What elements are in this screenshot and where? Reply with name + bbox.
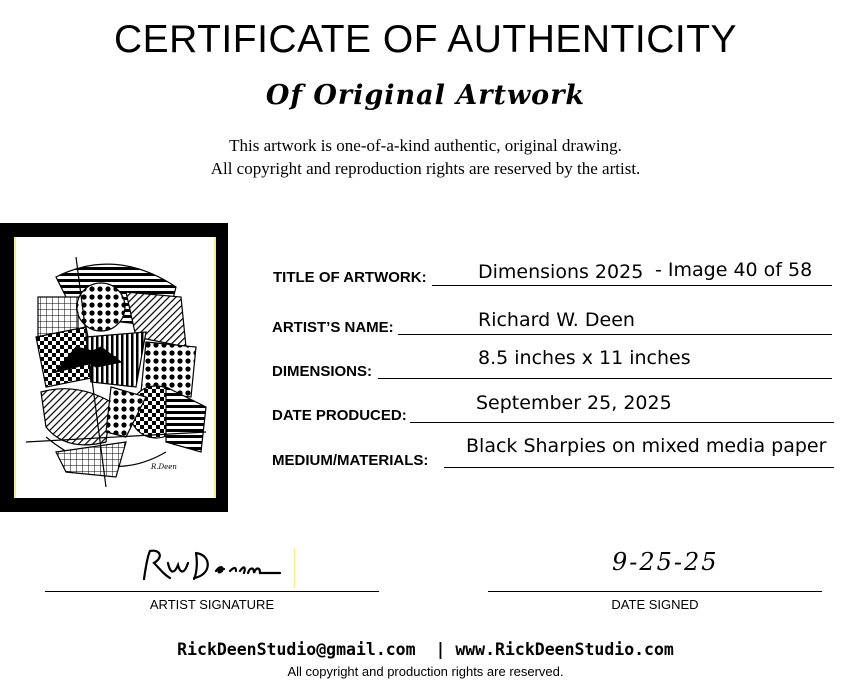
artist-signature-caption: ARTIST SIGNATURE (149, 597, 275, 612)
medium-value: Black Sharpies on mixed media paper (466, 435, 827, 457)
intro-line-2: All copyright and reproduction rights are reserved by the artist. (210, 159, 641, 178)
dimensions-underline (378, 378, 832, 379)
contact-line (0, 640, 851, 659)
dimensions-label: DIMENSIONS: (272, 363, 373, 380)
artist-underline (398, 334, 832, 335)
certificate-subtitle: Of Original Artwork (265, 80, 586, 111)
artist-signature-line (45, 591, 379, 592)
date-signed-caption: DATE SIGNED (611, 597, 699, 612)
contact-website[interactable]: www.RickDeenStudio.com (455, 640, 674, 659)
artwork-drawing (16, 237, 214, 496)
contact-email[interactable]: RickDeenStudio@gmail.com (177, 640, 416, 659)
artwork-signature-mark: R.Deen (151, 463, 177, 471)
title-value: Dimensions 2025 (478, 261, 644, 283)
artist-label: ARTIST’S NAME: (272, 319, 394, 336)
contact-separator: | (435, 640, 446, 659)
date-signed-value: 9-25-25 (612, 548, 719, 576)
artwork-frame (0, 223, 228, 512)
certificate-title: CERTIFICATE OF AUTHENTICITY (113, 18, 738, 61)
date-produced-label: DATE PRODUCED: (272, 407, 407, 424)
artwork-mat (14, 237, 216, 498)
medium-label: MEDIUM/MATERIALS: (272, 452, 429, 469)
date-produced-underline (410, 422, 834, 423)
title-value-suffix: - Image 40 of 58 (655, 259, 813, 281)
title-label: TITLE OF ARTWORK: (273, 269, 427, 286)
artist-value: Richard W. Deen (478, 309, 635, 331)
footer-rights: All copyright and production rights are reserved. (287, 664, 564, 679)
medium-underline (444, 467, 834, 468)
intro-line-1: This artwork is one-of-a-kind authentic, original drawing. (229, 136, 622, 155)
title-underline (432, 285, 832, 286)
date-signed-line (488, 591, 822, 592)
dimensions-value: 8.5 inches x 11 inches (478, 347, 691, 369)
date-produced-value: September 25, 2025 (476, 392, 672, 414)
signature-mark (294, 548, 295, 588)
artist-signature (140, 545, 300, 590)
